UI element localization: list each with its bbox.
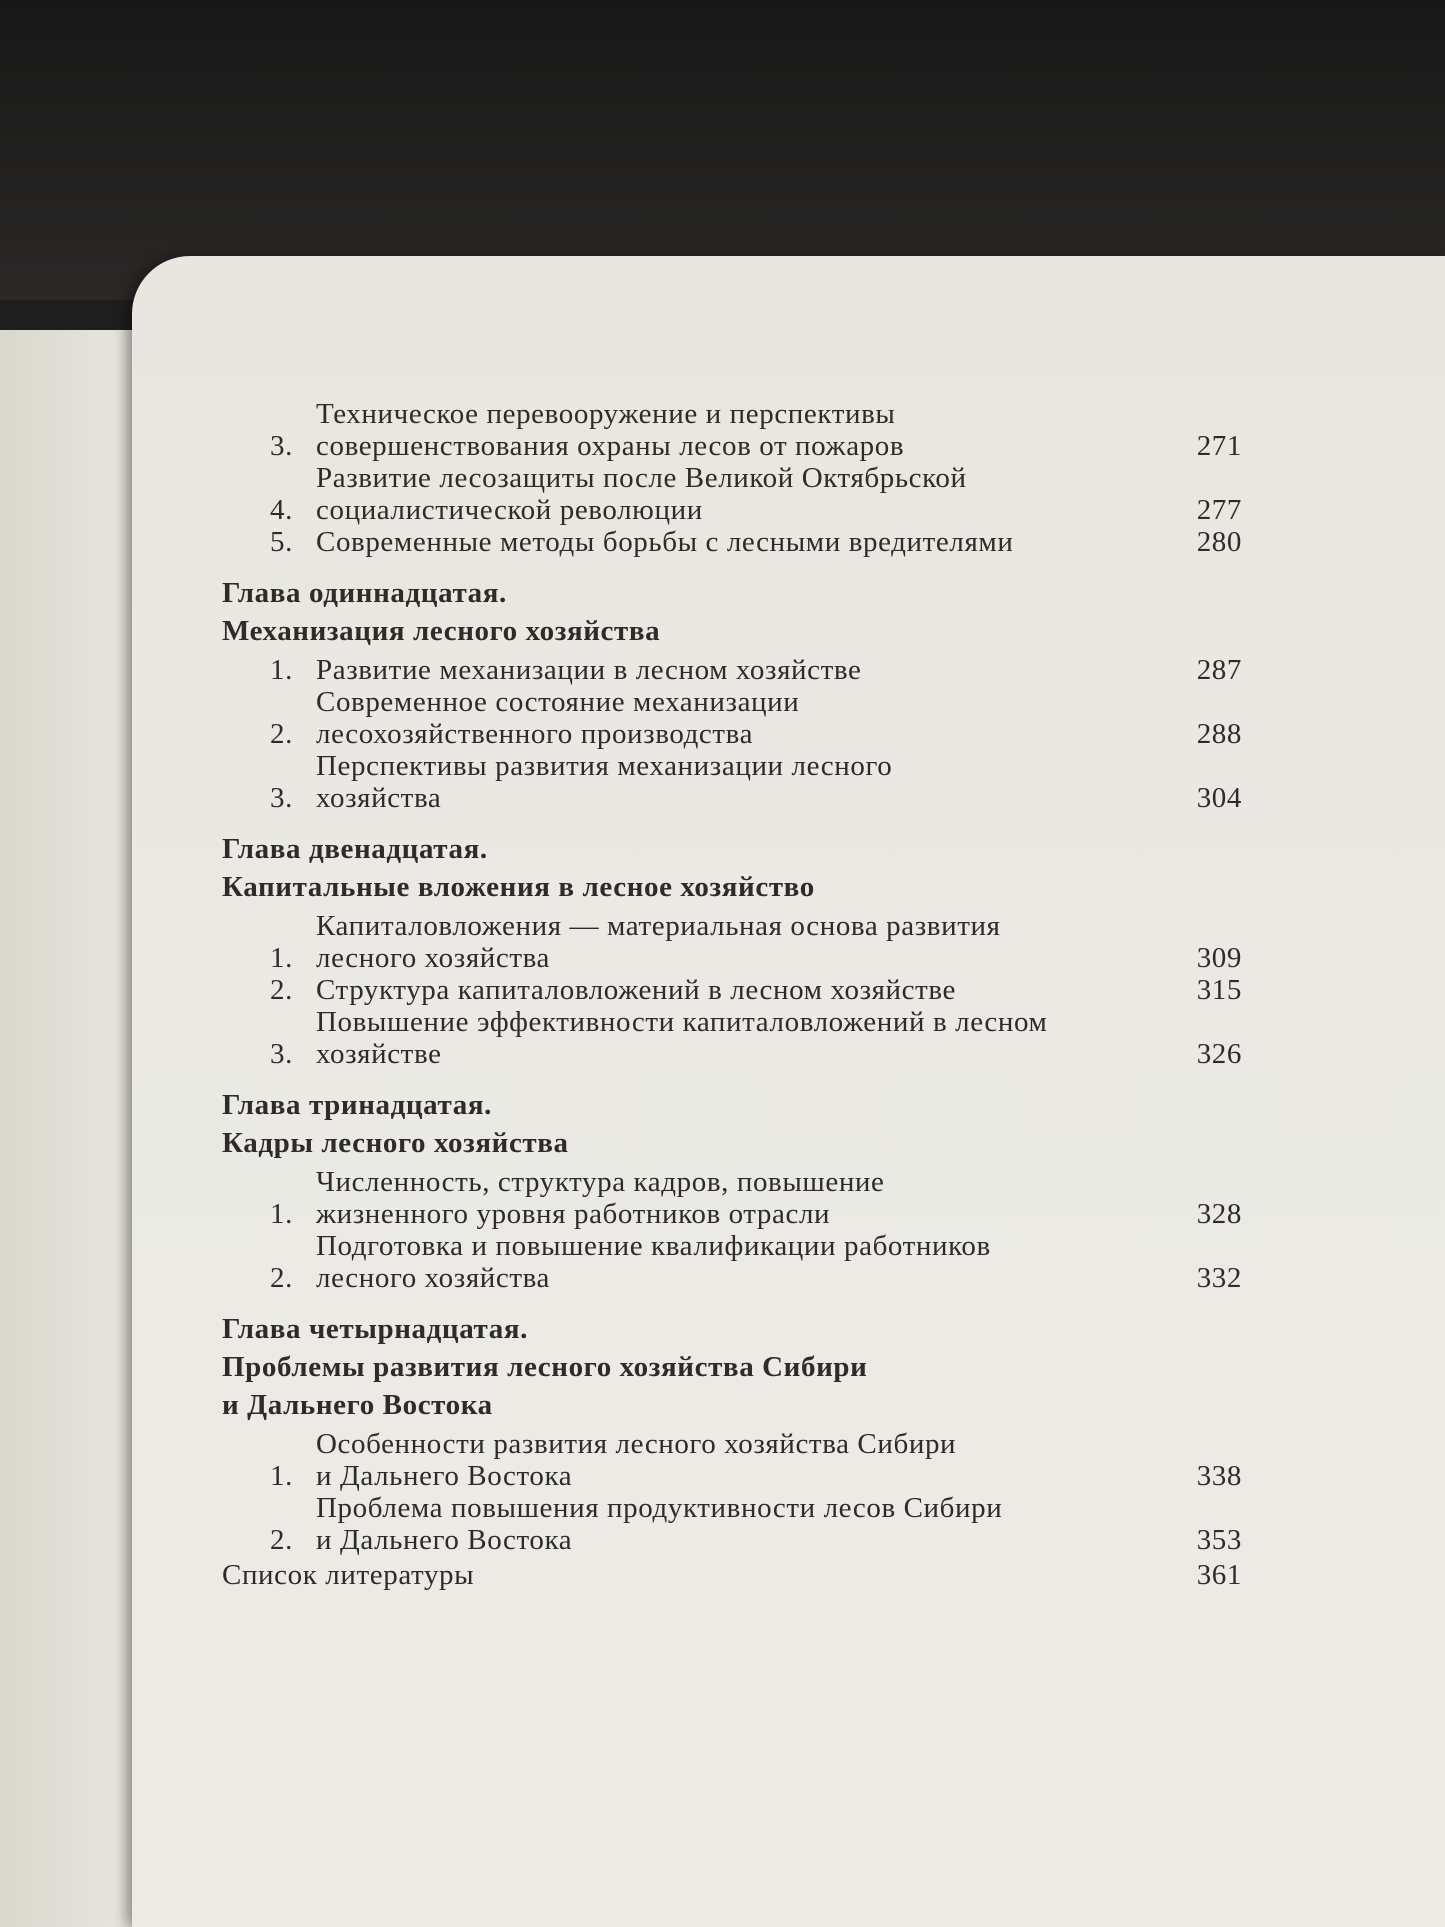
section-title-line: Подготовка и повышение квалификации работников [316, 1230, 991, 1262]
section-number: 3. [270, 782, 293, 814]
section-title-line: лесохозяйственного производства [316, 718, 754, 750]
toc-section [270, 398, 1242, 462]
section-number: 1. [270, 1198, 293, 1230]
section-page-number: 304 [1196, 782, 1242, 814]
bibliography-page: 361 [1196, 1559, 1242, 1591]
section-page-number: 326 [1196, 1038, 1242, 1070]
section-title [316, 910, 1182, 974]
section-title-line: и Дальнего Востока [316, 1524, 573, 1556]
toc-section [270, 462, 1242, 526]
bibliography-entry [222, 1558, 1242, 1592]
toc-section [270, 1006, 1242, 1070]
section-title-line: Перспективы развития механизации лесного [316, 750, 893, 782]
continued-sections [222, 398, 1242, 558]
chapter-heading-line: Кадры лесного хозяйства [222, 1127, 569, 1159]
section-number: 2. [270, 1524, 293, 1556]
section-page-number: 328 [1196, 1198, 1242, 1230]
section-title-line: хозяйстве [316, 1038, 442, 1070]
chapter-heading [222, 574, 1242, 650]
chapter-heading [222, 1310, 1242, 1424]
chapter-heading-line: Глава тринадцатая. [222, 1089, 492, 1121]
section-number: 1. [270, 1460, 293, 1492]
section-title [316, 686, 1182, 750]
chapter-heading-line: и Дальнего Востока [222, 1389, 493, 1421]
section-number: 2. [270, 1262, 293, 1294]
chapter-heading-line: Глава двенадцатая. [222, 833, 488, 865]
section-title-line: Развитие механизации в лесном хозяйстве [316, 654, 862, 686]
table-of-contents [222, 398, 1242, 1592]
toc-section [270, 1492, 1242, 1556]
section-title [316, 398, 1182, 462]
toc-section [270, 910, 1242, 974]
section-page-number: 288 [1196, 718, 1242, 750]
bibliography-label: Список литературы [222, 1559, 475, 1591]
section-number: 2. [270, 718, 293, 750]
toc-section [270, 686, 1242, 750]
toc-section [270, 1230, 1242, 1294]
section-number: 1. [270, 942, 293, 974]
chapter-heading [222, 830, 1242, 906]
section-number: 2. [270, 974, 293, 1006]
chapter-heading-line: Капитальные вложения в лесное хозяйство [222, 871, 815, 903]
chapter-heading [222, 1086, 1242, 1162]
section-title-line: хозяйства [316, 782, 442, 814]
section-title [316, 974, 1182, 1006]
section-page-number: 271 [1196, 430, 1242, 462]
section-title-line: Повышение эффективности капиталовложений в лесном [316, 1006, 1048, 1038]
chapter-heading-line: Механизация лесного хозяйства [222, 615, 661, 647]
section-title-line: Техническое перевооружение и перспективы [316, 398, 896, 430]
toc-section [270, 1428, 1242, 1492]
chapter-heading-line: Глава одиннадцатая. [222, 577, 507, 609]
section-page-number: 277 [1196, 494, 1242, 526]
left-page-edge [0, 330, 150, 1927]
chapters-list [222, 574, 1242, 1556]
toc-chapter [222, 830, 1242, 1070]
section-title-line: Современное состояние механизации [316, 686, 800, 718]
section-title [316, 526, 1182, 558]
section-page-number: 315 [1196, 974, 1242, 1006]
section-title-line: Численность, структура кадров, повышение [316, 1166, 885, 1198]
section-page-number: 353 [1196, 1524, 1242, 1556]
toc-section [270, 654, 1242, 686]
section-title-line: Особенности развития лесного хозяйства Сибири [316, 1428, 957, 1460]
section-title [316, 750, 1182, 814]
section-title [316, 462, 1182, 526]
section-title-line: жизненного уровня работников отрасли [316, 1198, 831, 1230]
section-number: 3. [270, 430, 293, 462]
section-number: 5. [270, 526, 293, 558]
chapter-heading-line: Глава четырнадцатая. [222, 1313, 528, 1345]
section-title-line: и Дальнего Востока [316, 1460, 573, 1492]
section-title-line: лесного хозяйства [316, 1262, 551, 1294]
section-number: 4. [270, 494, 293, 526]
toc-chapter [222, 1086, 1242, 1294]
section-title [316, 1230, 1182, 1294]
section-number: 1. [270, 654, 293, 686]
section-title [316, 1006, 1182, 1070]
section-title [316, 1428, 1182, 1492]
toc-section [270, 750, 1242, 814]
section-title-line: Структура капиталовложений в лесном хозяйстве [316, 974, 957, 1006]
section-title-line: Капиталовложения — материальная основа развития [316, 910, 1001, 942]
section-page-number: 332 [1196, 1262, 1242, 1294]
chapter-heading-line: Проблемы развития лесного хозяйства Сибири [222, 1351, 868, 1383]
section-title [316, 1166, 1182, 1230]
section-page-number: 287 [1196, 654, 1242, 686]
section-page-number: 338 [1196, 1460, 1242, 1492]
section-page-number: 309 [1196, 942, 1242, 974]
section-title-line: лесного хозяйства [316, 942, 551, 974]
section-title-line: Современные методы борьбы с лесными вредителями [316, 526, 1014, 558]
section-title-line: социалистической революции [316, 494, 703, 526]
section-number: 3. [270, 1038, 293, 1070]
section-title-line: совершенствования охраны лесов от пожаров [316, 430, 905, 462]
toc-chapter [222, 574, 1242, 814]
section-title-line: Развитие лесозащиты после Великой Октябрьской [316, 462, 967, 494]
toc-section [270, 526, 1242, 558]
toc-section [270, 974, 1242, 1006]
toc-section [270, 1166, 1242, 1230]
section-title [316, 1492, 1182, 1556]
section-title [316, 654, 1182, 686]
dark-background [0, 0, 1445, 300]
section-title-line: Проблема повышения продуктивности лесов Сибири [316, 1492, 1003, 1524]
section-page-number: 280 [1196, 526, 1242, 558]
toc-chapter [222, 1310, 1242, 1556]
